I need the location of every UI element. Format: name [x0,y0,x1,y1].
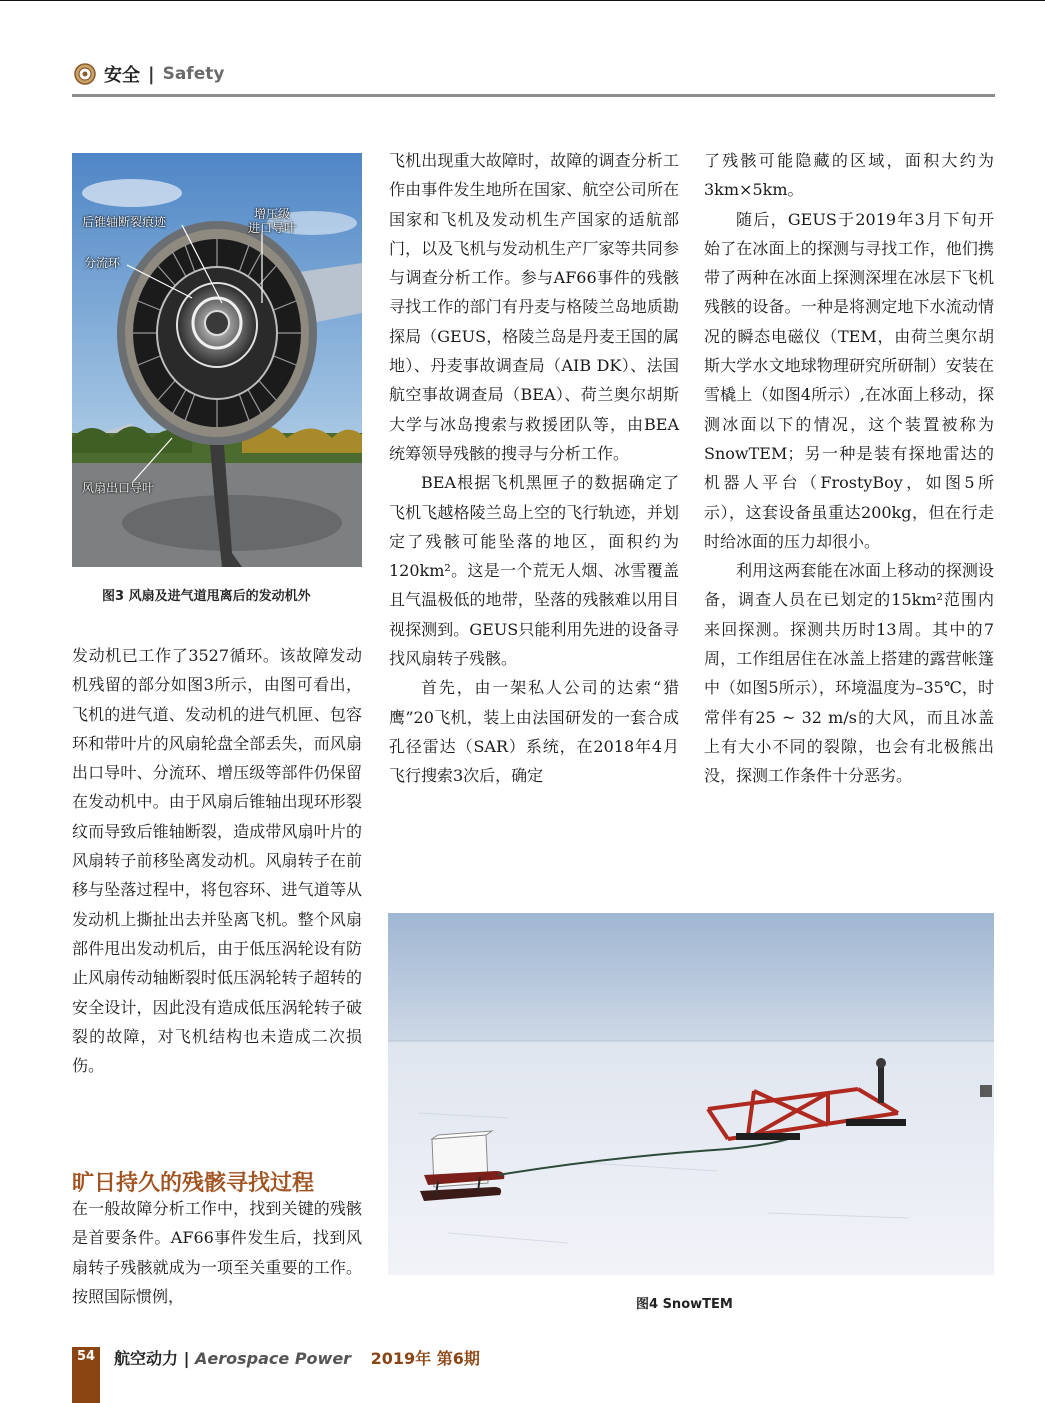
callout-splitter: 分流环 [84,256,121,270]
column-2 [389,146,679,791]
journal-name-cn: 航空动力 [114,1349,179,1368]
page-number: 54 [76,1349,96,1364]
col2-paragraph-2: BEA根据飞机黑匣子的数据确定了飞机飞越格陵兰岛上空的飞行轨迹，并划定了残骸可能坠落的地区，面积约为120km²。这是一个荒无人烟、冰雪覆盖且气温极低的地带，坠落的残骸难以用目视探测到。GEUS只能利用先进的设备寻找风扇转子残骸。 [389,473,679,669]
callout-aft-cone-fracture: 后锥轴断裂痕迹 [82,215,167,229]
top-border-line [0,0,1045,1]
column-1-bottom [72,1194,362,1311]
section-heading: 旷日持久的残骸寻找过程 [72,1171,315,1196]
col3-paragraph-2: 随后，GEUS于2019年3月下旬开始了在冰面上的探测与寻找工作，他们携带了两种在冰面上探测深埋在冰层下飞机残骸的设备。一种是将测定地下水流动情况的瞬态电磁仪（TEM，由荷兰奥尔胡斯大学水文地球物理研究所研制）安装在雪橇上（如图4所示）,在冰面上移动，探测冰面以下的情况，这个装置被称为SnowTEM；另一种是装有探地雷达的机器人平台（FrostyBoy，如图5所示），这套设备虽重达200kg，但在行走时给冰面的压力却很小。 [704,209,994,551]
figure4-caption: 图4 SnowTEM [636,1297,733,1312]
journal-name-en: Aerospace Power [195,1349,352,1368]
column-3 [704,146,994,791]
figure3-caption: 图3 风扇及进气道甩离后的发动机外 [102,589,311,604]
header-separator: | [148,63,155,85]
col3-paragraph-1: 了残骸可能隐藏的区域，面积大约为3km×5km。 [704,151,994,200]
section-title-en: Safety [162,64,225,84]
footer-separator: | [183,1349,190,1368]
col2-paragraph-1: 飞机出现重大故障时，故障的调查分析工作由事件发生地所在国家、航空公司所在国家和飞机及发动机生产国家的适航部门，以及飞机与发动机生产厂家等共同参与调查分析工作。参与AF66事件的残骸寻找工作的部门有丹麦与格陵兰岛地质勘探局（GEUS，格陵兰岛是丹麦王国的属地）、丹麦事故调查局（AIB DK）、法国航空事故调查局（BEA）、荷兰奥尔胡斯大学与冰岛搜索与救援团队等，由BEA统筹领导残骸的搜寻与分析工作。 [389,151,679,463]
callout-booster-igv-line2: 进口导叶 [248,221,297,235]
figure3-engine-photo [72,153,362,567]
col1-paragraph-1: 发动机已工作了3527循环。该故障发动机残留的部分如图3所示，由图可看出，飞机的进气道、发动机的进气机匣、包容环和带叶片的风扇轮盘全部丢失，而风扇出口导叶、分流环、增压级等部件仍保留在发动机中。由于风扇后锥轴出现环形裂纹而导致后锥轴断裂，造成带风扇叶片的风扇转子前移坠离发动机。风扇转子在前移与坠落过程中，将包容环、进气道等从发动机上撕扯出去并坠离飞机。整个风扇部件甩出发动机后，由于低压涡轮设有防止风扇传动轴断裂时低压涡轮转子超转的安全设计，因此没有造成低压涡轮转子破裂的故障，对飞机结构也未造成二次损伤。 [72,646,362,1076]
section-title-cn: 安全 [104,65,140,86]
col2-paragraph-3: 首先，由一架私人公司的达索“猎鹰”20飞机，装上由法国研发的一套合成孔径雷达（SAR）系统，在2018年4月飞行搜索3次后，确定 [389,678,679,786]
col3-paragraph-3: 利用这两套能在冰面上移动的探测设备，调查人员在已划定的15km²范围内来回探测。探测共历时13周。其中的7周，工作组居住在冰盖上搭建的露营帐篷中（如图5所示），环境温度为–35℃，时常伴有25 ~ 32 m/s的大风，而且冰盖上有大小不同的裂隙，也会有北极熊出没，探测工作条件十分恶劣。 [704,561,994,786]
page-header [74,60,224,88]
callout-booster-igv-line1: 增压级 [254,207,291,221]
col1-paragraph-2: 在一般故障分析工作中，找到关键的残骸是首要条件。AF66事件发生后，找到风扇转子残骸就成为一项至关重要的工作。按照国际惯例， [72,1199,362,1306]
callout-fan-exit-guide-vane: 风扇出口导叶 [82,481,155,495]
footer-journal-info [114,1346,480,1369]
journal-issue: 2019年 第6期 [370,1349,480,1368]
figure4-snowtem-photo [388,913,994,1275]
column-1-top [72,641,362,1080]
journal-emblem-icon [74,63,96,85]
header-rule [72,94,995,97]
